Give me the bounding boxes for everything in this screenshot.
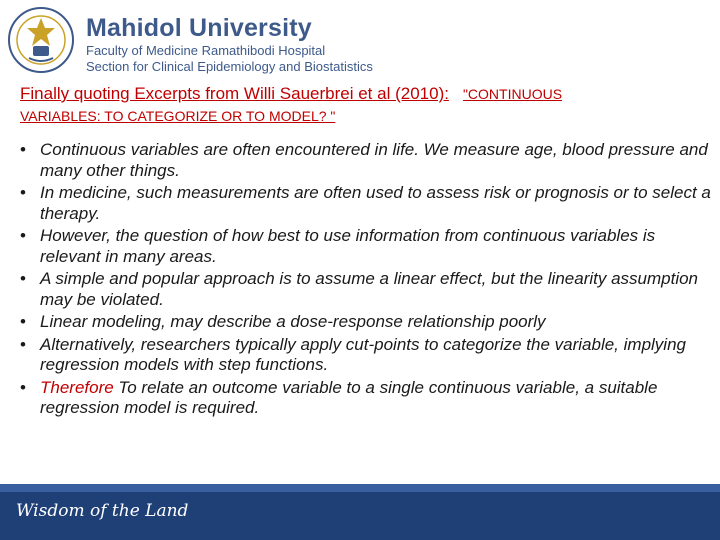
slide-title-main: Finally quoting Excerpts from Willi Sauerbrei et al (2010): <box>20 84 449 103</box>
bullet-item <box>20 335 716 376</box>
slide-title-line2: VARIABLES: TO CATEGORIZE OR TO MODEL? " <box>20 108 336 124</box>
bullet-highlight: Therefore <box>40 377 114 397</box>
bullet-list <box>20 140 716 421</box>
faculty-name: Faculty of Medicine Ramathibodi Hospital <box>86 43 326 58</box>
bullet-text: Linear modeling, may describe a dose-response relationship poorly <box>40 312 546 331</box>
bullet-item <box>20 226 716 267</box>
mahidol-seal-icon <box>7 6 75 74</box>
university-name: Mahidol University <box>86 14 312 42</box>
bullet-item <box>20 378 716 419</box>
footer-slogan: Wisdom of the Land <box>16 501 189 521</box>
bullet-text: Alternatively, researchers typically apply cut-points to categorize the variable, implying regression models with step functions. <box>40 334 686 374</box>
slide-title-line1 <box>20 84 712 104</box>
bullet-text: To relate an outcome variable to a single continuous variable, a suitable regression model is required. <box>40 377 658 417</box>
slide-footer <box>0 484 720 540</box>
bullet-item <box>20 183 716 224</box>
bullet-text: However, the question of how best to use information from continuous variables is relevant in many areas. <box>40 226 656 266</box>
footer-band <box>0 484 720 492</box>
bullet-text: Continuous variables are often encountered in life. We measure age, blood pressure and many other things. <box>40 140 708 180</box>
bullet-text: In medicine, such measurements are often used to assess risk or prognosis or to select a therapy. <box>40 183 711 223</box>
bullet-item <box>20 312 716 333</box>
slide-title-caps: "CONTINUOUS <box>462 86 563 102</box>
bullet-item <box>20 140 716 181</box>
bullet-item <box>20 269 716 310</box>
slide-header <box>0 0 720 80</box>
bullet-text: A simple and popular approach is to assume a linear effect, but the linearity assumption may be violated. <box>40 269 699 309</box>
section-name: Section for Clinical Epidemiology and Biostatistics <box>86 59 373 74</box>
